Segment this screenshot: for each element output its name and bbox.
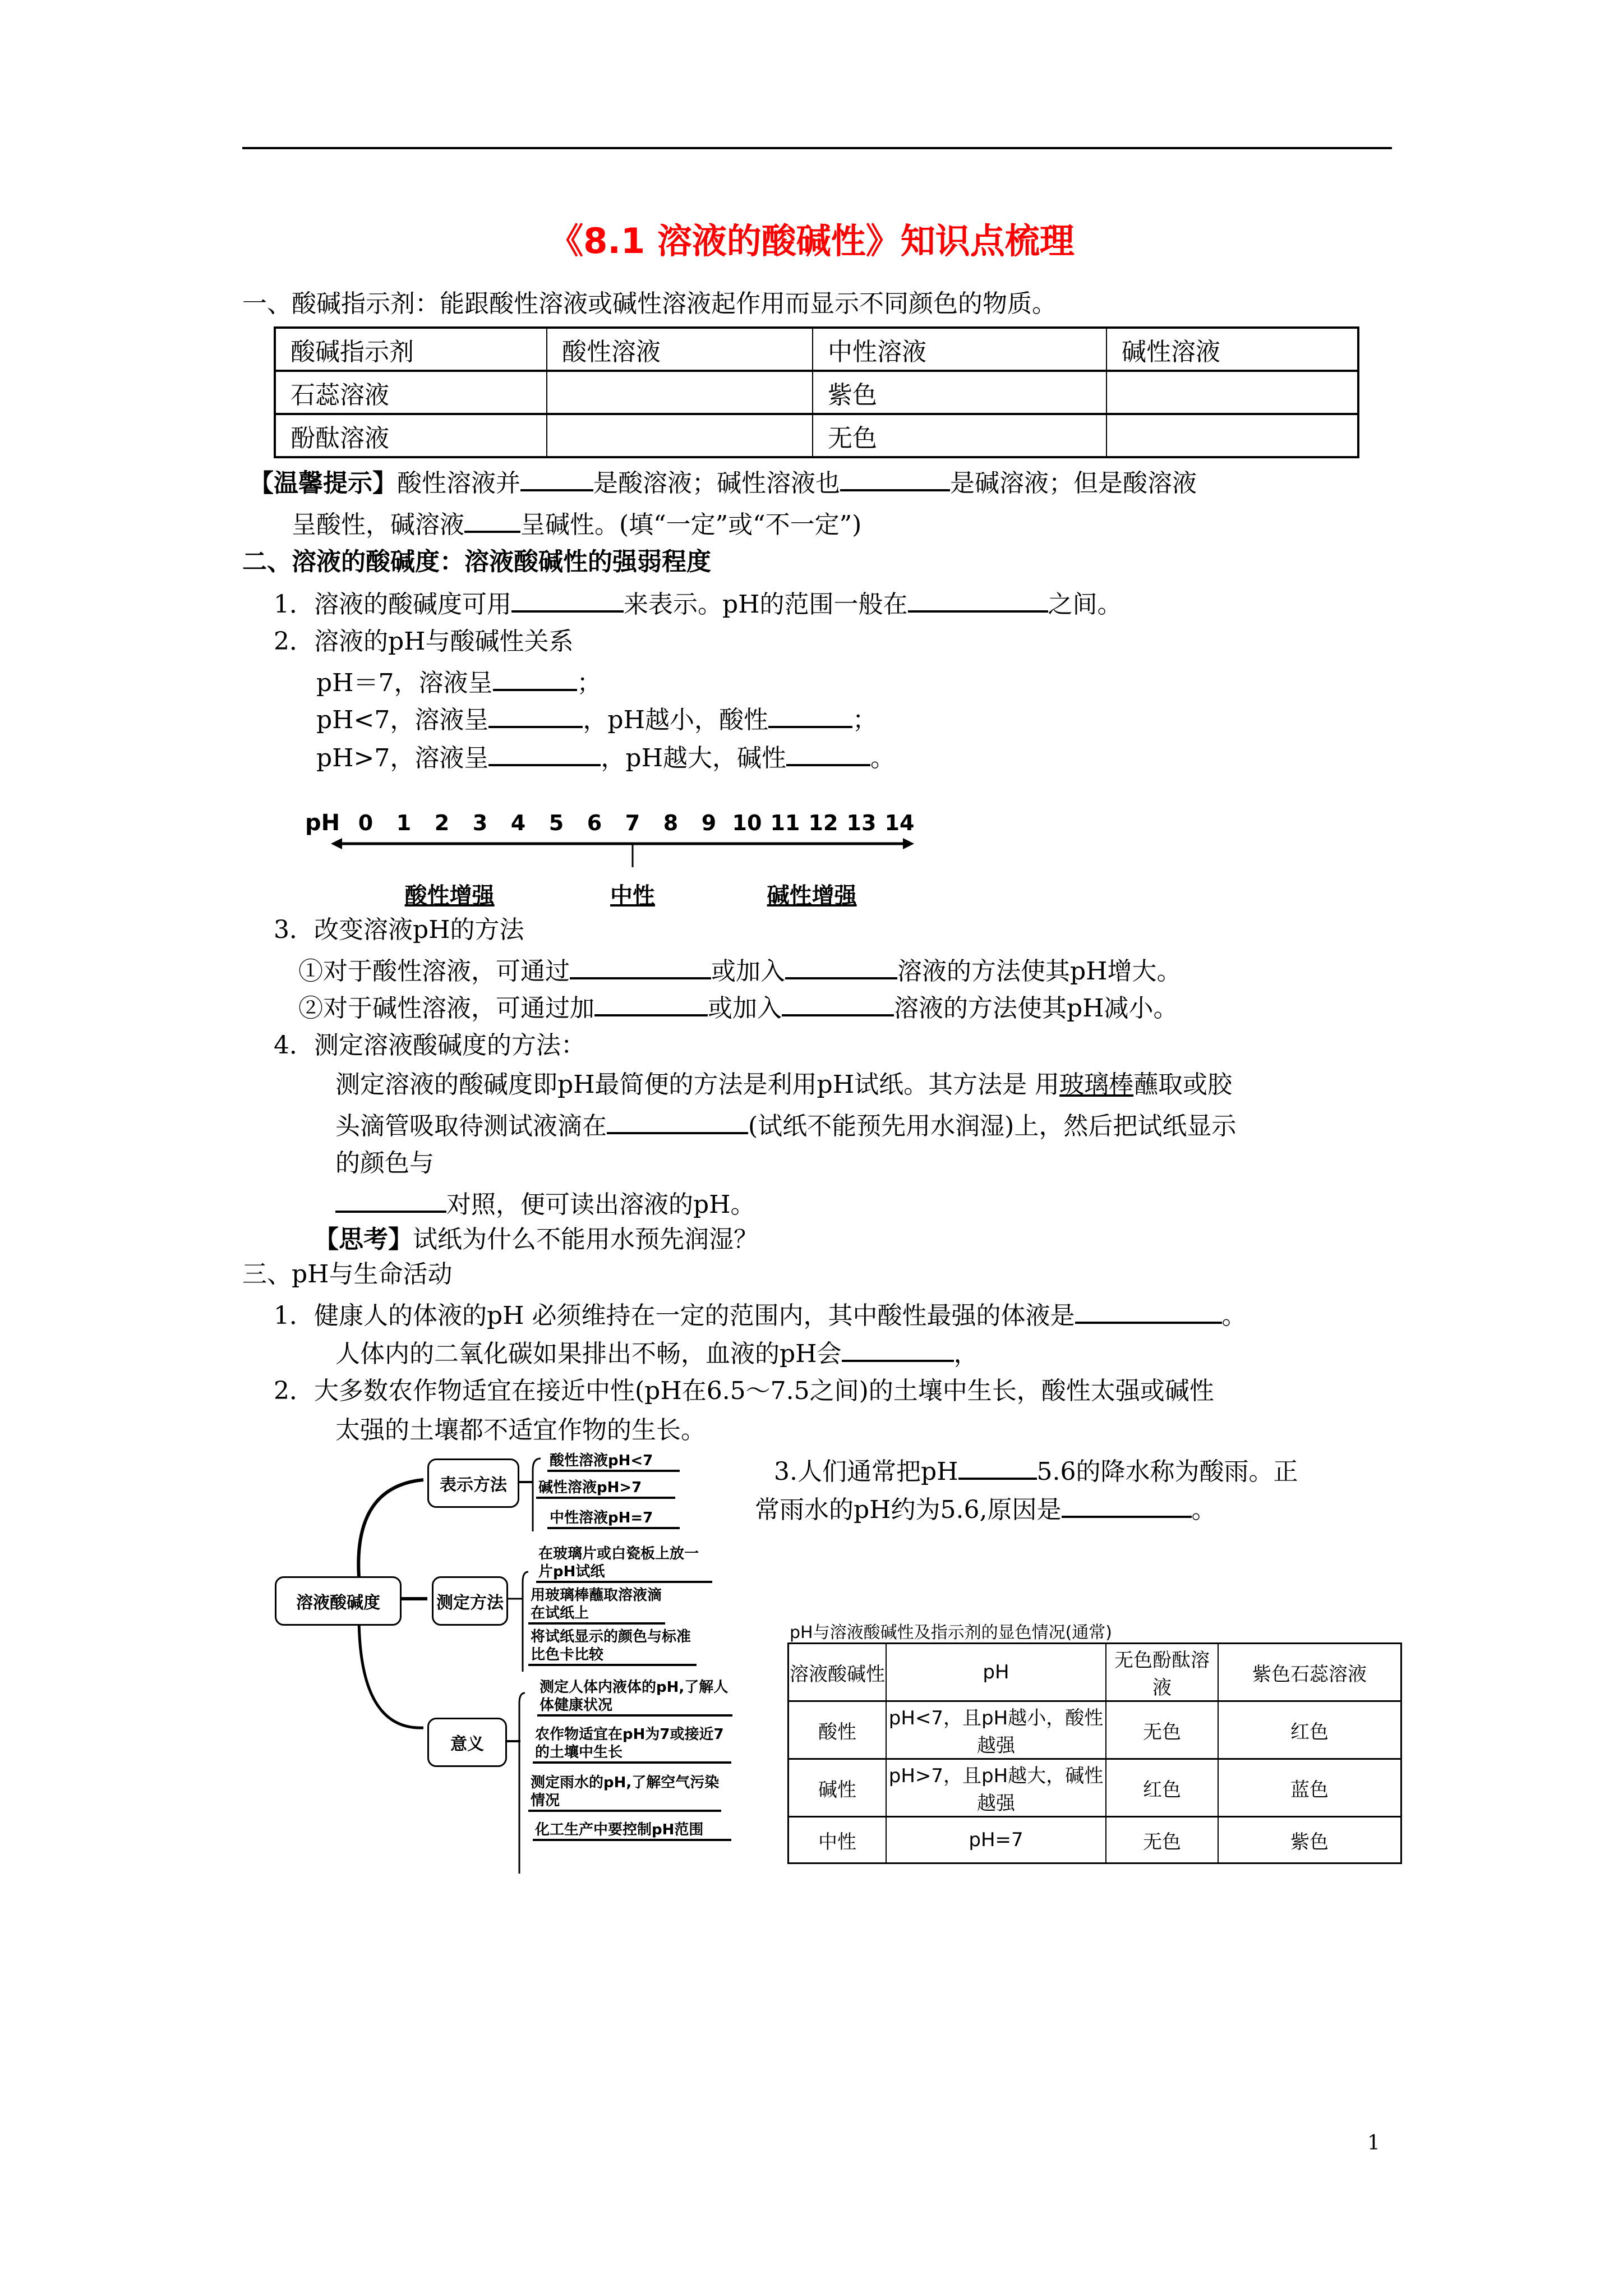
left-arrow-icon (331, 838, 342, 849)
s2-item4-p3: 的颜色与 (335, 1149, 434, 1177)
item-text: ②对于碱性溶液，可通过加 (298, 994, 594, 1023)
fill-blank[interactable] (958, 1453, 1037, 1480)
mind-map-leaf: 将试纸显示的颜色与标准比色卡比较 (528, 1628, 697, 1666)
mind-map-branch: 测定方法 (432, 1576, 508, 1626)
mind-map-branch: 意义 (427, 1718, 507, 1767)
table-cell: pH (886, 1644, 1106, 1701)
ph-tick-label: 4 (510, 811, 526, 835)
ph-tick-label: 9 (701, 811, 717, 835)
table-cell: 紫色 (1218, 1817, 1401, 1864)
fill-blank[interactable] (840, 464, 950, 491)
table-row (789, 1701, 1401, 1759)
ph-tick-label: 7 (625, 811, 640, 835)
page-title: 《8.1 溶液的酸碱性》知识点梳理 (548, 220, 1075, 261)
right-arrow-icon (903, 838, 914, 849)
item-text: 3.人们通常把pH (774, 1457, 958, 1486)
ph-scale-diagram (303, 797, 931, 920)
item-text: ； (577, 669, 602, 697)
table-cell[interactable] (1106, 371, 1358, 414)
fill-blank[interactable] (493, 664, 577, 691)
ph-tick-label: 11 (770, 811, 800, 835)
table-cell: pH=7 (886, 1817, 1106, 1864)
fill-blank[interactable] (1062, 1491, 1192, 1518)
tip-line-1 (249, 464, 1197, 500)
table-cell: pH>7，且pH越大，碱性越强 (886, 1759, 1106, 1817)
table-cell: 无色 (813, 414, 1106, 457)
table-cell: 石蕊溶液 (275, 371, 547, 414)
underlined-term: 玻璃棒 (1059, 1070, 1134, 1099)
fill-blank[interactable] (511, 586, 624, 613)
item-text: 溶液的方法使其pH减小。 (894, 994, 1178, 1023)
item-text: 5.6的降水称为酸雨。正 (1036, 1457, 1298, 1486)
s2-item1 (274, 586, 1122, 622)
table-cell: 无色酚酞溶液 (1106, 1644, 1218, 1701)
item-text: 溶液的方法使其pH增大。 (897, 957, 1182, 986)
ph-tick-label: 14 (884, 811, 915, 835)
s3-item3-line2 (755, 1491, 1216, 1527)
mind-map-leaf: 碱性溶液pH>7 (536, 1479, 675, 1499)
table-row (789, 1759, 1401, 1817)
ph-tick-label: 12 (808, 811, 838, 835)
item-text: 人体内的二氧化碳如果排出不畅，血液的pH会 (335, 1340, 842, 1368)
ph-tick-label: 6 (587, 811, 602, 835)
mind-map-leaf: 中性溶液pH=7 (547, 1509, 680, 1529)
tip-text: 呈碱性。(填“一定”或“不一定”) (520, 510, 862, 539)
ph-tick-label: 5 (548, 811, 564, 835)
s2-item4-p1 (335, 1068, 1232, 1102)
item-text: 测定溶液的酸碱度即pH最简便的方法是利用pH试纸。其方法是 用 (335, 1070, 1060, 1099)
fill-blank[interactable] (786, 739, 870, 766)
tip-text: 呈酸性，碱溶液 (292, 510, 464, 539)
section3-heading: 三、pH与生命活动 (242, 1260, 453, 1289)
mind-map-leaf: 测定雨水的pH,了解空气污染情况 (528, 1774, 721, 1812)
table-cell: 中性溶液 (813, 328, 1106, 371)
tip-label: 【温馨提示】 (249, 469, 397, 498)
ph-zone-label: 酸性增强 (404, 883, 495, 909)
fill-blank[interactable] (1075, 1297, 1222, 1324)
table-cell: 碱性 (789, 1759, 887, 1817)
fill-blank[interactable] (908, 586, 1048, 613)
table-cell: pH<7，且pH越小，酸性越强 (886, 1701, 1106, 1759)
mind-map-leaf: 化工生产中要控制pH范围 (533, 1821, 731, 1841)
table-cell: 蓝色 (1218, 1759, 1401, 1817)
s2-item3a (298, 953, 1182, 988)
table-cell[interactable] (547, 414, 813, 457)
fill-blank[interactable] (488, 701, 583, 728)
table-cell: 无色 (1106, 1701, 1218, 1759)
table-cell[interactable] (1106, 414, 1358, 457)
mind-map-leaf: 在玻璃片或白瓷板上放一片pH试纸 (536, 1545, 712, 1583)
fill-blank[interactable] (785, 953, 897, 979)
ph-zone-label: 碱性增强 (767, 883, 857, 909)
item-text: ，pH越小，酸性 (583, 706, 768, 734)
section2-heading: 二、溶液的酸碱度：溶液酸碱性的强弱程度 (242, 547, 711, 576)
item-text: (试纸不能预先用水润湿)上，然后把试纸显示 (748, 1112, 1237, 1140)
mind-map (269, 1447, 740, 1907)
tip-line-2 (292, 506, 861, 542)
table-cell: 酸性 (789, 1701, 887, 1759)
table-cell[interactable] (547, 371, 813, 414)
s3-item2-line2: 太强的土壤都不适宜作物的生长。 (335, 1416, 706, 1444)
table-cell: 红色 (1218, 1701, 1401, 1759)
item-text: 蘸取或胶 (1133, 1070, 1233, 1099)
ph-tick-label: 10 (732, 811, 762, 835)
ph-tick-label: 13 (846, 811, 877, 835)
think-label: 【思考】 (314, 1225, 413, 1254)
fill-blank[interactable] (335, 1186, 446, 1213)
item-text: 。 (870, 744, 895, 772)
s2-item4-p2 (335, 1107, 1236, 1143)
tip-text: 是酸溶液；碱性溶液也 (593, 469, 840, 498)
ph-zone-label: 中性 (610, 883, 655, 909)
section1-heading: 一、酸碱指示剂：能跟酸性溶液或碱性溶液起作用而显示不同颜色的物质。 (242, 289, 1057, 318)
table-cell: 红色 (1106, 1759, 1218, 1817)
mind-map-branch: 表示方法 (427, 1458, 519, 1508)
s3-item3-line1 (774, 1453, 1298, 1489)
tip-text: 是碱溶液；但是酸溶液 (950, 469, 1197, 498)
table-cell: 紫色石蕊溶液 (1218, 1644, 1401, 1701)
ph-tick-label: 3 (472, 811, 488, 835)
item-text: ①对于酸性溶液，可通过 (298, 957, 570, 986)
item-text: 常雨水的pH约为5.6,原因是 (755, 1496, 1062, 1524)
table-cell: 无色 (1106, 1817, 1218, 1864)
table-cell: 中性 (789, 1817, 887, 1864)
table-cell: 酸碱指示剂 (275, 328, 547, 371)
mind-map-leaf: 酸性溶液pH<7 (547, 1452, 680, 1472)
mind-map-leaf: 测定人体内液体的pH,了解人体健康状况 (537, 1678, 732, 1717)
item-text: 。 (1191, 1496, 1216, 1524)
table-header-row (275, 328, 1358, 371)
fill-blank[interactable] (782, 990, 894, 1016)
item-text: pH＝7，溶液呈 (316, 669, 493, 697)
item-text: ，pH越大，碱性 (601, 744, 786, 772)
item-text: ， (953, 1340, 979, 1368)
table-cell: 溶液酸碱性 (789, 1644, 887, 1701)
item-text: 头滴管吸取待测试液滴在 (335, 1112, 607, 1140)
item-text: pH>7，溶液呈 (316, 744, 489, 772)
fill-blank[interactable] (488, 739, 601, 766)
item-text: 1．健康人的体液的pH 必须维持在一定的范围内，其中酸性最强的体液是 (274, 1301, 1075, 1330)
item-text: pH<7，溶液呈 (316, 706, 489, 734)
ph-lt-line (316, 701, 877, 737)
table-row (275, 371, 1358, 414)
item-text: 或加入 (708, 994, 782, 1023)
color-table (787, 1642, 1402, 1864)
think-line (314, 1223, 758, 1257)
item-text: 之间。 (1048, 590, 1122, 619)
think-text: 试纸为什么不能用水预先润湿？ (413, 1225, 758, 1254)
s2-item4-p4 (335, 1186, 755, 1222)
ph-tick-label: 2 (434, 811, 450, 835)
table-cell: 紫色 (813, 371, 1106, 414)
fill-blank[interactable] (520, 464, 593, 491)
mind-map-leaf: 农作物适宜在pH为7或接近7的土壤中生长 (533, 1726, 731, 1764)
item-text: 1．溶液的酸碱度可用 (274, 590, 511, 619)
fill-blank[interactable] (842, 1335, 954, 1362)
s3-item1 (274, 1297, 1247, 1333)
table-cell: 酸性溶液 (547, 328, 813, 371)
fill-blank[interactable] (570, 953, 711, 979)
header-rule (242, 147, 1392, 149)
s2-item3: 3．改变溶液pH的方法 (274, 915, 524, 944)
mind-map-root: 溶液酸碱度 (275, 1576, 402, 1626)
table-cell: 碱性溶液 (1106, 328, 1358, 371)
color-table-title: pH与溶液酸碱性及指示剂的显色情况(通常) (790, 1623, 1113, 1642)
fill-blank[interactable] (594, 990, 708, 1016)
ph-tick-label: 1 (396, 811, 412, 835)
s2-item4: 4．测定溶液酸碱度的方法： (274, 1031, 585, 1060)
table-header-row (789, 1644, 1401, 1701)
s2-item3b (298, 990, 1178, 1025)
table-cell: 酚酞溶液 (275, 414, 547, 457)
item-text: 对照，便可读出溶液的pH。 (446, 1190, 755, 1219)
s3-item2-line1: 2．大多数农作物适宜在接近中性(pH在6.5～7.5之间)的土壤中生长，酸性太强或碱性 (274, 1377, 1214, 1405)
page-number: 1 (1367, 2132, 1380, 2155)
mind-map-leaf: 用玻璃棒蘸取溶液滴在试纸上 (528, 1586, 665, 1625)
s3-item1-line2 (335, 1335, 979, 1371)
item-text: ； (852, 706, 877, 734)
s2-item2: 2．溶液的pH与酸碱性关系 (274, 627, 574, 656)
fill-blank[interactable] (607, 1107, 748, 1134)
item-text: 或加入 (711, 957, 785, 986)
table-row (275, 414, 1358, 457)
ph-scale-label: pH (305, 810, 340, 836)
ph-gt-line (316, 739, 895, 775)
ph-eq-line (316, 664, 602, 700)
ph-tick-label: 0 (358, 811, 374, 835)
table-row (789, 1817, 1401, 1864)
item-text: 。 (1221, 1301, 1247, 1330)
tip-text: 酸性溶液并 (397, 469, 520, 498)
fill-blank[interactable] (464, 506, 520, 533)
indicator-table (274, 326, 1359, 458)
item-text: 来表示。pH的范围一般在 (624, 590, 908, 619)
ph-tick-label: 8 (663, 811, 679, 835)
fill-blank[interactable] (768, 701, 852, 728)
